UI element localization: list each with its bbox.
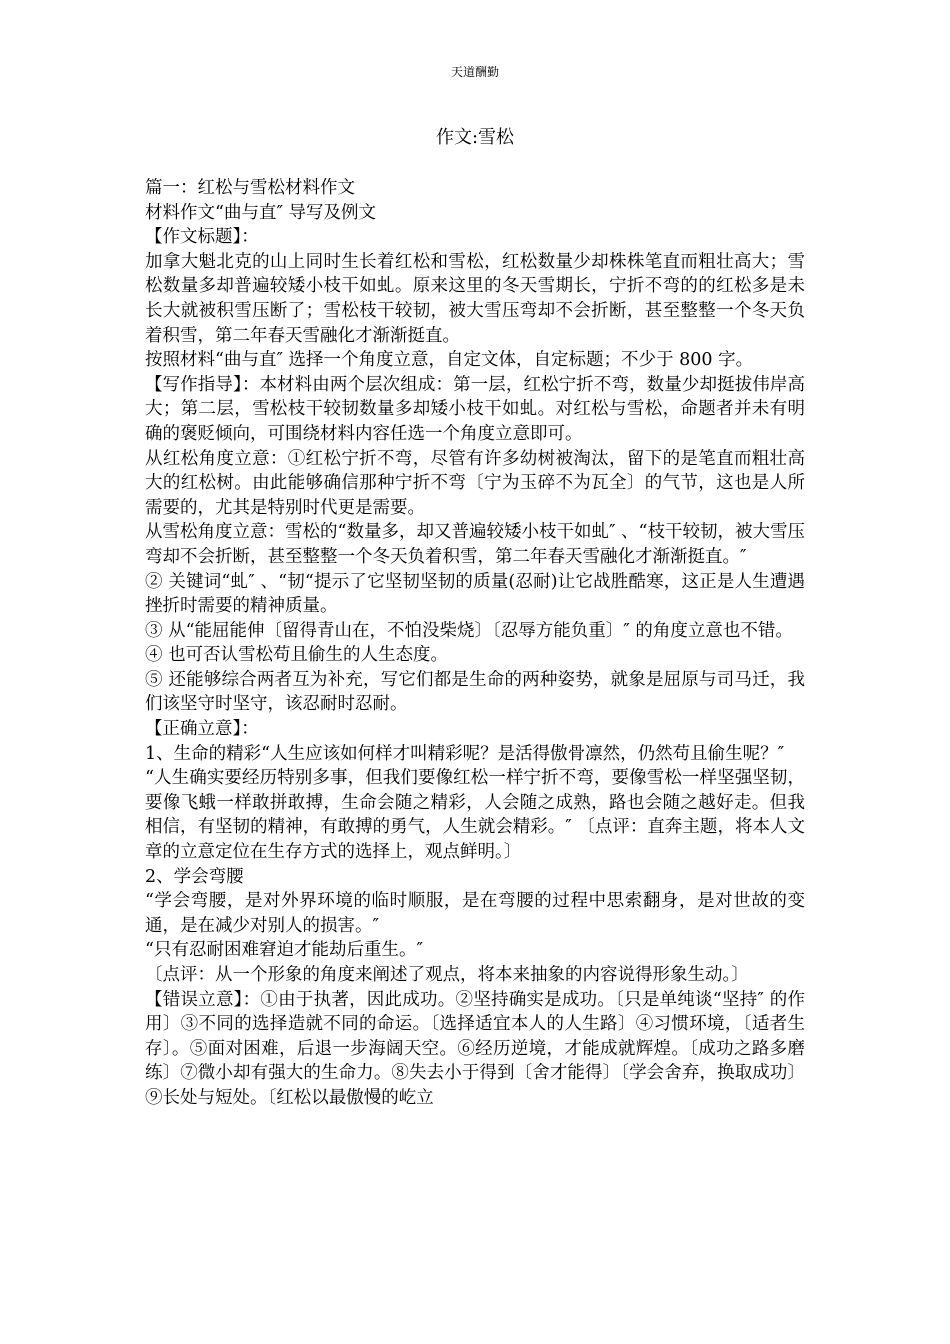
document-body: [145, 176, 805, 1111]
paragraph-cedar-angle: 从雪松角度立意：雪松的“数量多，却又普遍较矮小枝干如虬″ 、“枝干较韧，被大雪压弯却不会折断，甚至整整一个冬天负着积雪，第二年春天雪融化才渐渐挺直。″: [145, 522, 805, 567]
paragraph-correct-idea-1: 1、生命的精彩“人生应该如何样才叫精彩呢？是活得傲骨凛然，仍然苟且偷生呢？″: [145, 743, 785, 764]
paragraph-point-3: ③ 从“能屈能伸〔留得青山在，不怕没柴烧〕〔忍辱方能负重〕″ 的角度立意也不错。: [145, 620, 793, 641]
paragraph-point-4: ④ 也可否认雪松苟且偷生的人生态度。: [145, 645, 449, 666]
paragraph-comment: 〔点评：从一个形象的角度来阐述了观点，将本来抽象的内容说得形象生动。〕: [145, 965, 749, 985]
paragraph-wrong-ideas: 【错误立意】：①由于执著，因此成功。②坚持确实是成功。〔只是单纯谈“坚持″ 的作用〕③不同的选择造就不同的命运。〔选择适宜本人的人生路〕④习惯环境，〔适者生存〕。⑤面对困难，后退一步海阔天空。⑥经历逆境，才能成就辉煌。〔成功之路多磨练〕⑦微小却有强大的生命力。⑧失去小于得到〔舍才能得〕〔学会舍弃，换取成功〕⑨长处与短处。〔红松以最傲慢的屹立: [145, 989, 805, 1108]
page-header: 天道酬勤: [450, 65, 499, 79]
paragraph-essay-title-label: 【作文标题】：: [145, 227, 259, 248]
paragraph-writing-guide: 【写作指导】：本材料由两个层次组成：第一层，红松宁折不弯，数量少却挺拔伟岸高大；第二层，雪松枝干较韧数量多却矮小枝干如虬。对红松与雪松，命题者并未有明确的褒贬倾向，可围绕材料内容任选一个角度立意即可。: [145, 374, 805, 444]
document-title: 作文:雪松: [435, 127, 515, 148]
paragraph-example-quote-2: “学会弯腰，是对外界环境的临时顺服，是在弯腰的过程中思索翻身，是对世故的变通，是在减少对别人的损害。″: [145, 891, 805, 936]
paragraph-requirement: 按照材料“曲与直″ 选择一个角度立意，自定文体，自定标题；不少于 800 字。: [145, 350, 754, 371]
paragraph-red-pine-angle: 从红松角度立意：①红松宁折不弯，尽管有许多幼树被淘汰，留下的是笔直而粗壮高大的红松树。由此能够确信那种宁折不弯〔宁为玉碎不为瓦全〕的气节，这也是人所需要的，尤其是特别时代更是需要。: [145, 448, 805, 518]
paragraph-subtitle: 材料作文“曲与直″ 导写及例文: [145, 202, 377, 223]
paragraph-example-quote-1: “人生确实要经历特别多事，但我们要像红松一样宁折不弯，要像雪松一样坚强坚韧，要像飞蛾一样敢拼敢搏，生命会随之精彩，人会随之成熟，路也会随之越好走。但我相信，有坚韧的精神，有敢搏的勇气，人生就会精彩。″ 〔点评：直奔主题，将本人文章的立意定位在生存方式的选择上，观点鲜明。〕: [145, 768, 805, 863]
paragraph-example-quote-3: “只有忍耐困难窘迫才能劫后重生。″: [145, 940, 423, 961]
paragraph-point-2: ② 关键词“虬″ 、“韧“提示了它坚韧坚韧的质量(忍耐)让它战胜酷寒，这正是人生遭遇挫折时需要的精神质量。: [145, 571, 805, 617]
paragraph-point-5: ⑤ 还能够综合两者互为补充，写它们都是生命的两种姿势，就象是屈原与司马迁，我们该坚守时坚守，该忍耐时忍耐。: [145, 669, 805, 715]
paragraph-material: 加拿大魁北克的山上同时生长着红松和雪松，红松数量少却株株笔直而粗壮高大；雪松数量多却普遍较矮小枝干如虬。原来这里的冬天雪期长，宁折不弯的的红松多是未长大就被积雪压断了；雪松枝干较韧，被大雪压弯却不会折断，甚至整整一个冬天负着积雪，第二年春天雪融化才渐渐挺直。: [145, 251, 805, 346]
paragraph-section-heading: 篇一：红松与雪松材料作文: [145, 178, 355, 198]
paragraph-correct-idea-2: 2、学会弯腰: [145, 866, 244, 887]
paragraph-correct-ideas-label: 【正确立意】：: [145, 719, 259, 740]
